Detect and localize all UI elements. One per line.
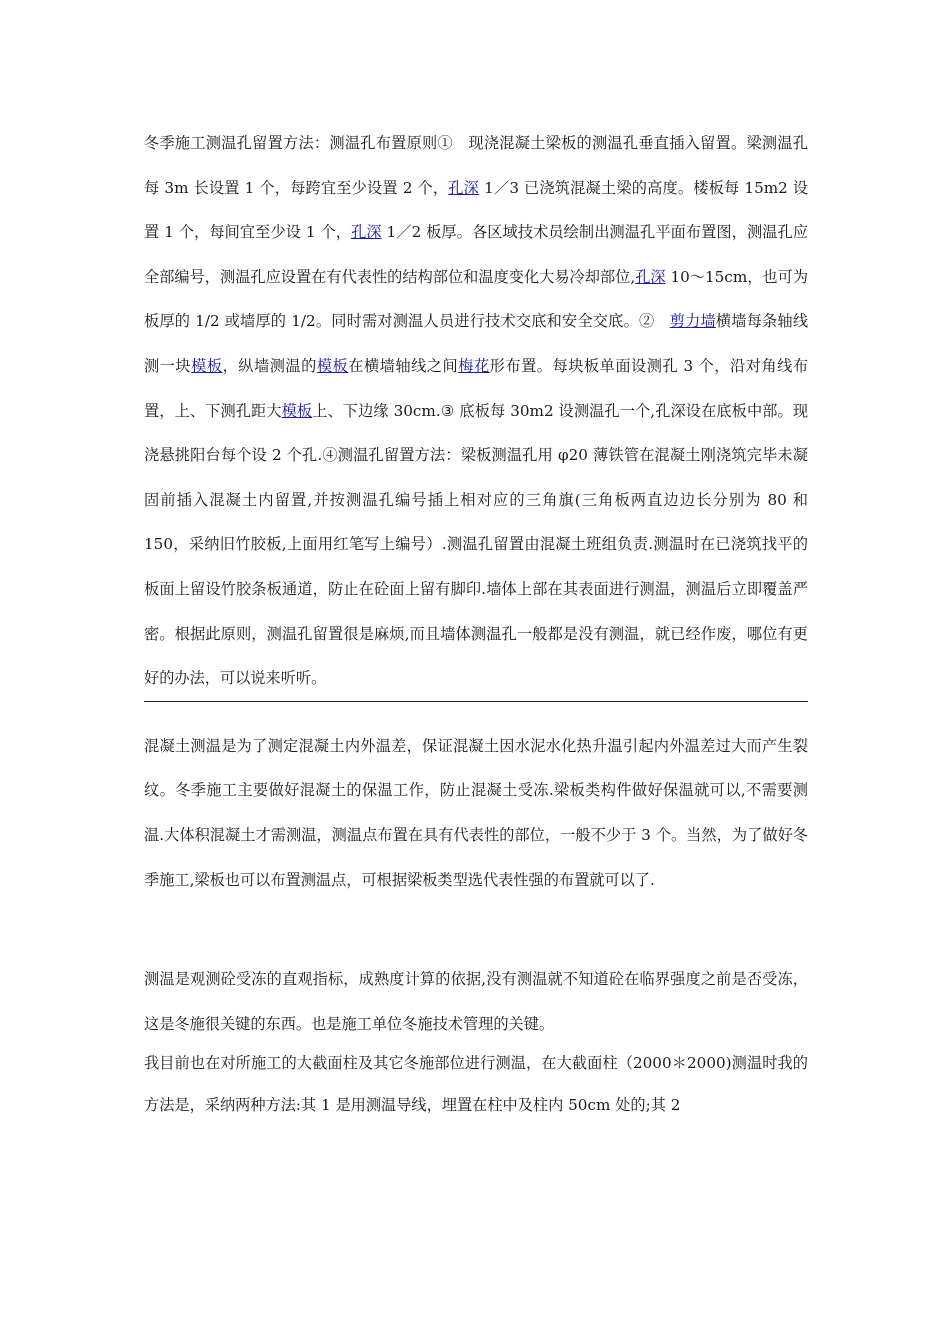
inline-link[interactable]: 模板	[281, 401, 313, 420]
paragraph-winter-temperature-holes	[144, 121, 808, 701]
paragraph-temperature-indicator: 测温是观测砼受冻的直观指标，成熟度计算的依据,没有测温就不知道砼在临界强度之前是否受冻，这是冬施很关键的东西。也是施工单位冬施技术管理的关键。	[144, 970, 808, 1033]
inline-link[interactable]: 剪力墙	[669, 312, 716, 331]
document-body	[144, 121, 808, 1126]
text-segment: 在横墙轴线之间	[348, 356, 459, 375]
text-segment: 冬季施工测温孔留置方法：测温孔布置原则① 现浇混凝土梁板的测温孔垂直插入留置。梁测温孔每 3m 长设置 1 个，每跨宜至少设置 2 个，	[144, 134, 808, 197]
text-segment: 1／3 已浇筑混凝土梁的高度。楼板每 15m2 设置 1 个，每间宜至少设 1 个，	[144, 178, 809, 242]
text-segment: 1／2 板厚。各区域技术员绘制出测温孔平面布置图，测温孔应全部编号，测温孔应设置在有代表性的结构部位和温度变化大易冷却部位,	[144, 223, 809, 286]
text-segment: 上、下边缘 30cm.③ 底板每 30m2 设测温孔一个,孔深设在底板中部。现浇悬挑阳台每个设 2 个孔.④测温孔留置方法：梁板测温孔用 φ20 薄铁管在混凝土刚浇筑完毕未凝固前插入混凝土内留置,并按测温孔编号插上相对应的三角旗(三角板两直边边长分别为 80 和 150，采纳旧竹胶板,上面用红笔写上编号）.测温孔留置由混凝土班组负责.测温时在已浇筑找平的板面上留设竹胶条板通道，防止在砼面上留有脚印.墙体上部在其表面进行测温，测温后立即覆盖严密。根据此原则，测温孔留置很是麻烦,而且墙体测温孔一般都是没有测温，就已经作废，哪位有更好的办法，可以说来听听。	[144, 401, 809, 688]
inline-link[interactable]: 孔深	[448, 178, 480, 197]
section-divider	[144, 701, 808, 702]
paragraph-concrete-temperature-purpose: 混凝土测温是为了测定混凝土内外温差，保证混凝土因水泥水化热升温引起内外温差过大而产生裂纹。冬季施工主要做好混凝土的保温工作，防止混凝土受冻.梁板类构件做好保温就可以,不需要测温.大体积混凝土才需测温，测温点布置在具有代表性的部位，一般不少于 3 个。当然，为了做好冬季施工,梁板也可以布置测温点，可根据梁板类型选代表性强的布置就可以了.	[144, 736, 808, 889]
inline-link[interactable]: 梅花	[458, 356, 490, 375]
text-segment: 横墙每条轴线测一块	[144, 312, 809, 375]
text-segment: ，纵墙测温的	[222, 356, 317, 375]
inline-link[interactable]: 模板	[316, 356, 349, 375]
inline-link[interactable]: 孔深	[635, 267, 666, 286]
text-segment: 10～15cm，也可为板厚的 1/2 或墙厚的 1/2。同时需对测温人员进行技术交底和安全交底。②	[144, 267, 809, 331]
inline-link[interactable]: 模板	[191, 356, 223, 375]
inline-link[interactable]: 孔深	[351, 223, 382, 242]
text-segment: 形布置。每块板单面设测孔 3 个，沿对角线布置，上、下测孔距大	[144, 356, 809, 420]
paragraph-column-measurement: 我目前也在对所施工的大截面柱及其它冬施部位进行测温，在大截面柱（2000＊2000)测温时我的方法是，采纳两种方法:其 1 是用测温导线，埋置在柱中及柱内 50cm 处的;其 2	[144, 1054, 808, 1115]
